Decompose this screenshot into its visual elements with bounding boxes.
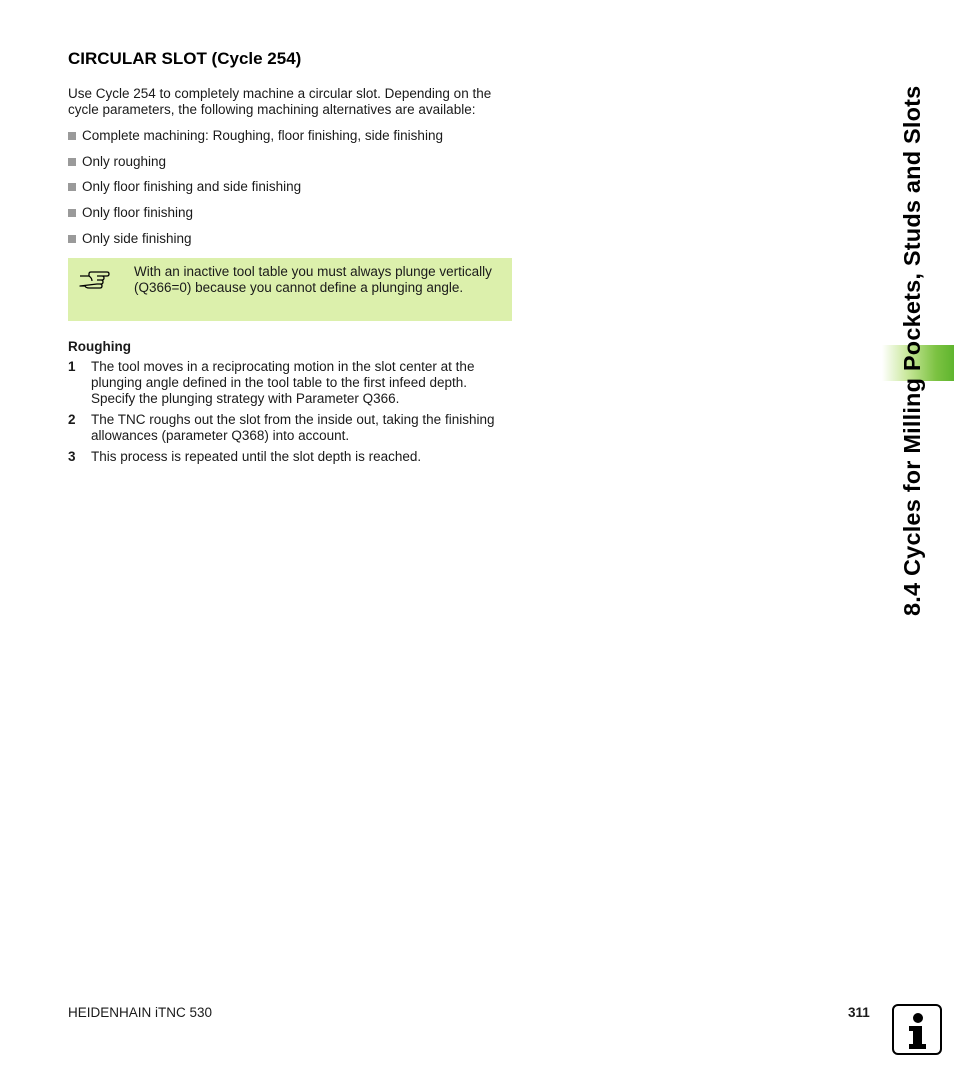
list-item <box>68 154 514 180</box>
list-item <box>68 128 514 154</box>
page-title: CIRCULAR SLOT (Cycle 254) <box>68 49 302 68</box>
step-number: 1 <box>68 359 76 374</box>
section-side-title: 8.4 Cycles for Milling Pockets, Studs and Slots <box>899 85 925 616</box>
info-icon <box>894 1006 940 1053</box>
step-item <box>68 449 514 465</box>
info-button[interactable] <box>892 1004 942 1055</box>
intro-paragraph: Use Cycle 254 to completely machine a circular slot. Depending on the cycle parameters, the following machining alternatives are available: <box>68 86 492 117</box>
list-item-label: Only floor finishing and side finishing <box>82 179 302 195</box>
step-text: The tool moves in a reciprocating motion in the slot center at the plunging angle defined in the tool table to the first infeed depth. Specify the plunging strategy with Parameter Q366. <box>91 359 475 406</box>
list-item <box>68 205 514 231</box>
bullet-square-icon <box>68 183 76 191</box>
step-item <box>68 412 514 444</box>
footer-product-name: HEIDENHAIN iTNC 530 <box>68 1005 213 1020</box>
note-text: With an inactive tool table you must always plunge vertically (Q366=0) because you cannot define a plunging angle. <box>134 264 492 295</box>
step-text: The TNC roughs out the slot from the inside out, taking the finishing allowances (parameter Q368) into account. <box>91 412 495 443</box>
list-item <box>68 231 514 257</box>
bullet-square-icon <box>68 235 76 243</box>
step-number: 3 <box>68 449 76 464</box>
note-box <box>68 258 512 321</box>
alternatives-list <box>68 128 514 256</box>
step-item <box>68 359 514 407</box>
list-item-label: Only roughing <box>82 153 167 169</box>
roughing-heading: Roughing <box>68 339 131 354</box>
page-number: 311 <box>848 1005 870 1020</box>
list-item-label: Only side finishing <box>82 230 192 246</box>
bullet-square-icon <box>68 209 76 217</box>
roughing-steps <box>68 359 514 470</box>
bullet-square-icon <box>68 158 76 166</box>
list-item-label: Only floor finishing <box>82 205 194 221</box>
pointing-hand-icon <box>78 267 110 291</box>
list-item-label: Complete machining: Roughing, floor finishing, side finishing <box>82 128 443 143</box>
step-text: This process is repeated until the slot depth is reached. <box>91 449 422 464</box>
bullet-square-icon <box>68 132 76 140</box>
step-number: 2 <box>68 412 76 427</box>
list-item <box>68 179 514 205</box>
